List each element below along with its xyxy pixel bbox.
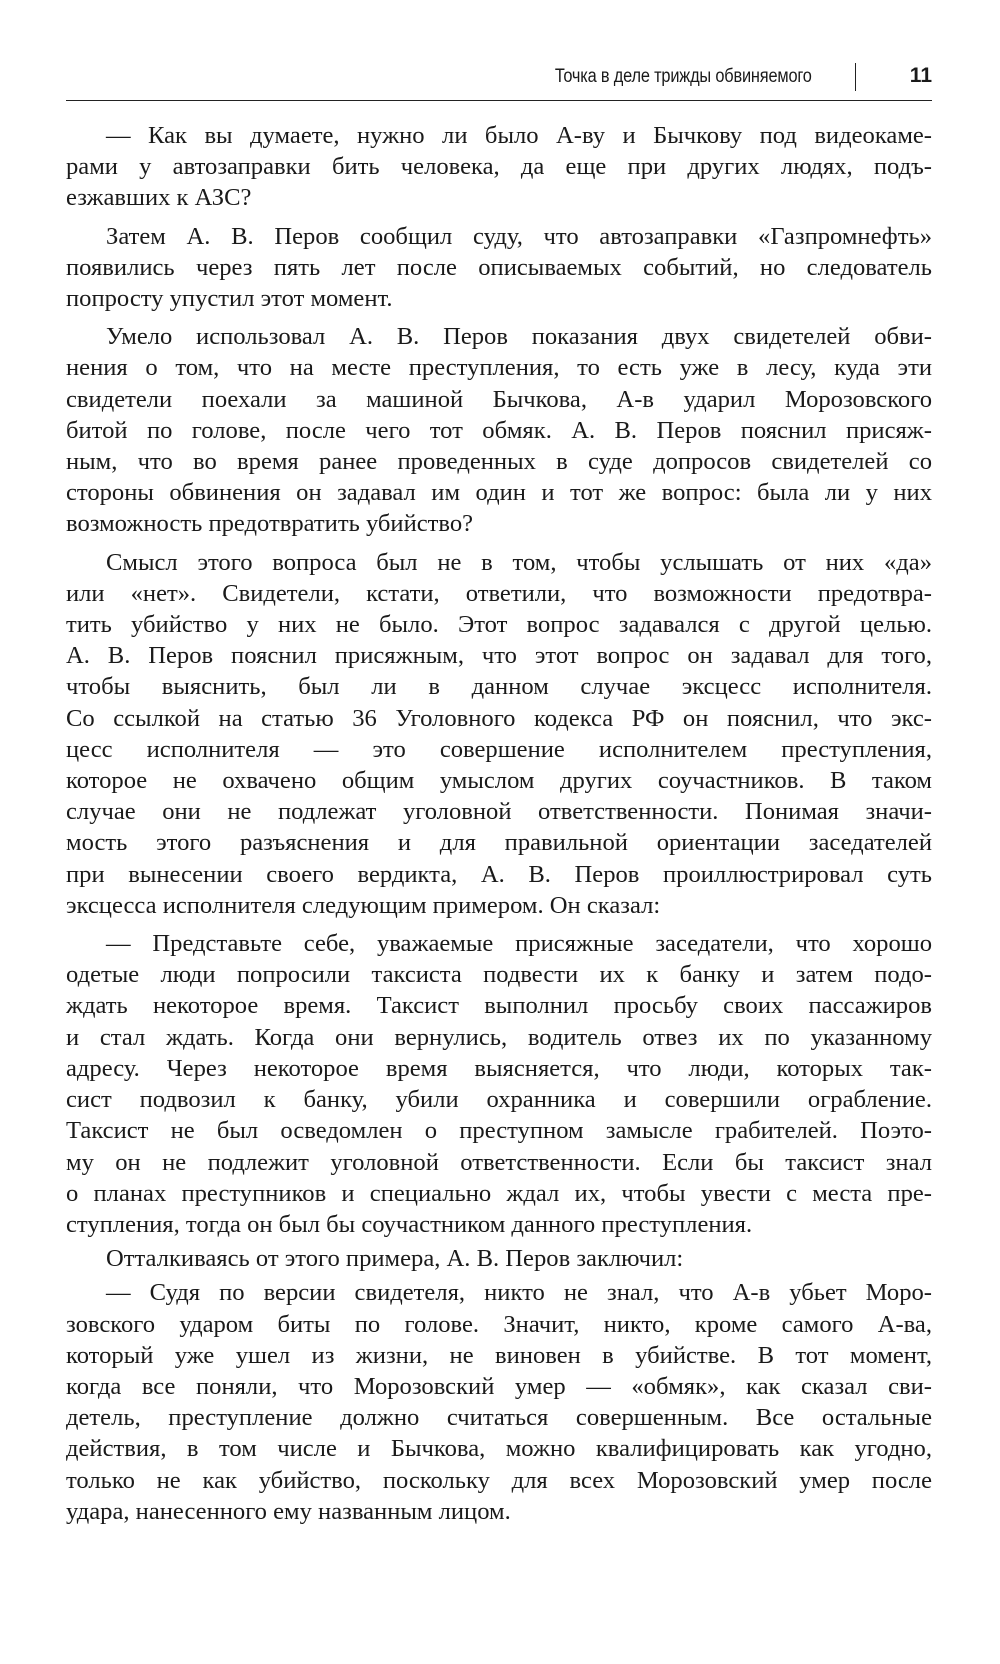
text-line: стороны обвинения он задавал им один и тот же вопрос: была ли у них xyxy=(66,479,932,507)
text-line: тить убийство у них не было. Этот вопрос задавался с другой целью. xyxy=(66,611,932,639)
text-line: цесс исполнителя — это совершение исполнителем преступления, xyxy=(66,735,932,763)
paragraph xyxy=(66,321,932,539)
paragraph xyxy=(66,928,932,1240)
text-line: свидетели поехали за машиной Бычкова, А-в ударил Морозовского xyxy=(66,385,932,413)
text-line: рами у автозаправки бить человека, да еще при других людях, подъ- xyxy=(66,153,932,181)
text-line: — Судя по версии свидетеля, никто не знал, что А-в убьет Моро- xyxy=(106,1279,932,1307)
text-line: ждать некоторое время. Таксист выполнил просьбу своих пассажиров xyxy=(66,992,932,1020)
text-line: А. В. Перов пояснил присяжным, что этот вопрос он задавал для того, xyxy=(66,642,932,670)
text-line: зовского ударом биты по голове. Значит, никто, кроме самого А-ва, xyxy=(66,1310,932,1338)
text-line: — Как вы думаете, нужно ли было А-ву и Бычкову под видеокаме- xyxy=(106,122,932,149)
text-line: му он не подлежит уголовной ответственности. Если бы таксист знал xyxy=(66,1148,932,1176)
text-line: ным, что во время ранее проведенных в суде допросов свидетелей со xyxy=(66,448,932,476)
text-line: Смысл этого вопроса был не в том, чтобы услышать от них «да» xyxy=(106,548,932,576)
text-line: нения о том, что на месте преступления, то есть уже в лесу, куда эти xyxy=(66,354,932,382)
text-line: или «нет». Свидетели, кстати, ответили, что возможности предотвра- xyxy=(66,579,932,607)
text-line: когда все поняли, что Морозовский умер — «обмяк», как сказал сви- xyxy=(66,1372,932,1400)
paragraph xyxy=(66,120,932,214)
text-line: чтобы выяснить, был ли в данном случае эксцесс исполнителя. xyxy=(66,673,932,701)
text-line: при вынесении своего вердикта, А. В. Перов проиллюстрировал суть xyxy=(66,860,932,888)
text-line: случае они не подлежат уголовной ответственности. Понимая значи- xyxy=(66,798,932,826)
text-line: эксцесса исполнителя следующим примером. Он сказал: xyxy=(66,891,661,919)
text-line: который уже ушел из жизни, не виновен в убийстве. В тот момент, xyxy=(66,1341,932,1369)
text-line: Отталкиваясь от этого примера, А. В. Перов заключил: xyxy=(106,1245,684,1273)
text-line: одетые люди попросили таксиста подвести их к банку и затем подо- xyxy=(66,961,932,989)
text-line: битой по голове, после чего тот обмяк. А. В. Перов пояснил присяж- xyxy=(66,416,932,444)
text-line: Таксист не был осведомлен о преступном замысле грабителей. Поэто- xyxy=(66,1117,932,1145)
page-number: 11 xyxy=(909,64,932,87)
text-line: Умело использовал А. В. Перов показания двух свидетелей обви- xyxy=(106,323,932,351)
text-line: действия, в том числе и Бычкова, можно квалифицировать как угодно, xyxy=(66,1435,932,1463)
running-header xyxy=(66,60,932,101)
paragraph xyxy=(66,547,932,921)
paragraph xyxy=(66,1277,932,1527)
text-line: сист подвозил к банку, убили охранника и совершили ограбление. xyxy=(66,1086,932,1114)
text-line: и стал ждать. Когда они вернулись, водитель отвез их по указанному xyxy=(66,1023,932,1051)
text-line: попросту упустил этот момент. xyxy=(66,285,393,313)
paragraph xyxy=(66,221,932,315)
text-line: появились через пять лет после описываемых событий, но следователь xyxy=(66,253,932,281)
paragraph xyxy=(66,1243,932,1274)
text-line: Со ссылкой на статью 36 Уголовного кодекса РФ он пояснил, что экс- xyxy=(66,704,932,732)
text-line: о планах преступников и специально ждал их, чтобы увести с места пре- xyxy=(66,1179,932,1207)
text-line: возможность предотвратить убийство? xyxy=(66,510,474,538)
text-line: езжавших к АЗС? xyxy=(66,184,252,212)
text-line: ступления, тогда он был бы соучастником данного преступления. xyxy=(66,1210,753,1238)
header-divider xyxy=(855,63,857,91)
text-line: адресу. Через некоторое время выясняется, что люди, которых так- xyxy=(66,1054,932,1082)
text-line: мость этого разъяснения и для правильной ориентации заседателей xyxy=(66,829,932,857)
text-line: удара, нанесенного ему названным лицом. xyxy=(66,1497,511,1525)
text-line: детель, преступление должно считаться совершенным. Все остальные xyxy=(66,1404,932,1432)
text-line: только не как убийство, поскольку для всех Морозовский умер после xyxy=(66,1466,932,1494)
text-line: — Представьте себе, уважаемые присяжные заседатели, что хорошо xyxy=(106,930,932,958)
running-title: Точка в деле трижды обвиняемого xyxy=(555,66,812,87)
text-line: которое не охвачено общим умыслом других соучастников. В таком xyxy=(66,767,932,795)
body-text xyxy=(66,120,932,1534)
text-line: Затем А. В. Перов сообщил суду, что автозаправки «Газпромнефть» xyxy=(106,222,932,250)
